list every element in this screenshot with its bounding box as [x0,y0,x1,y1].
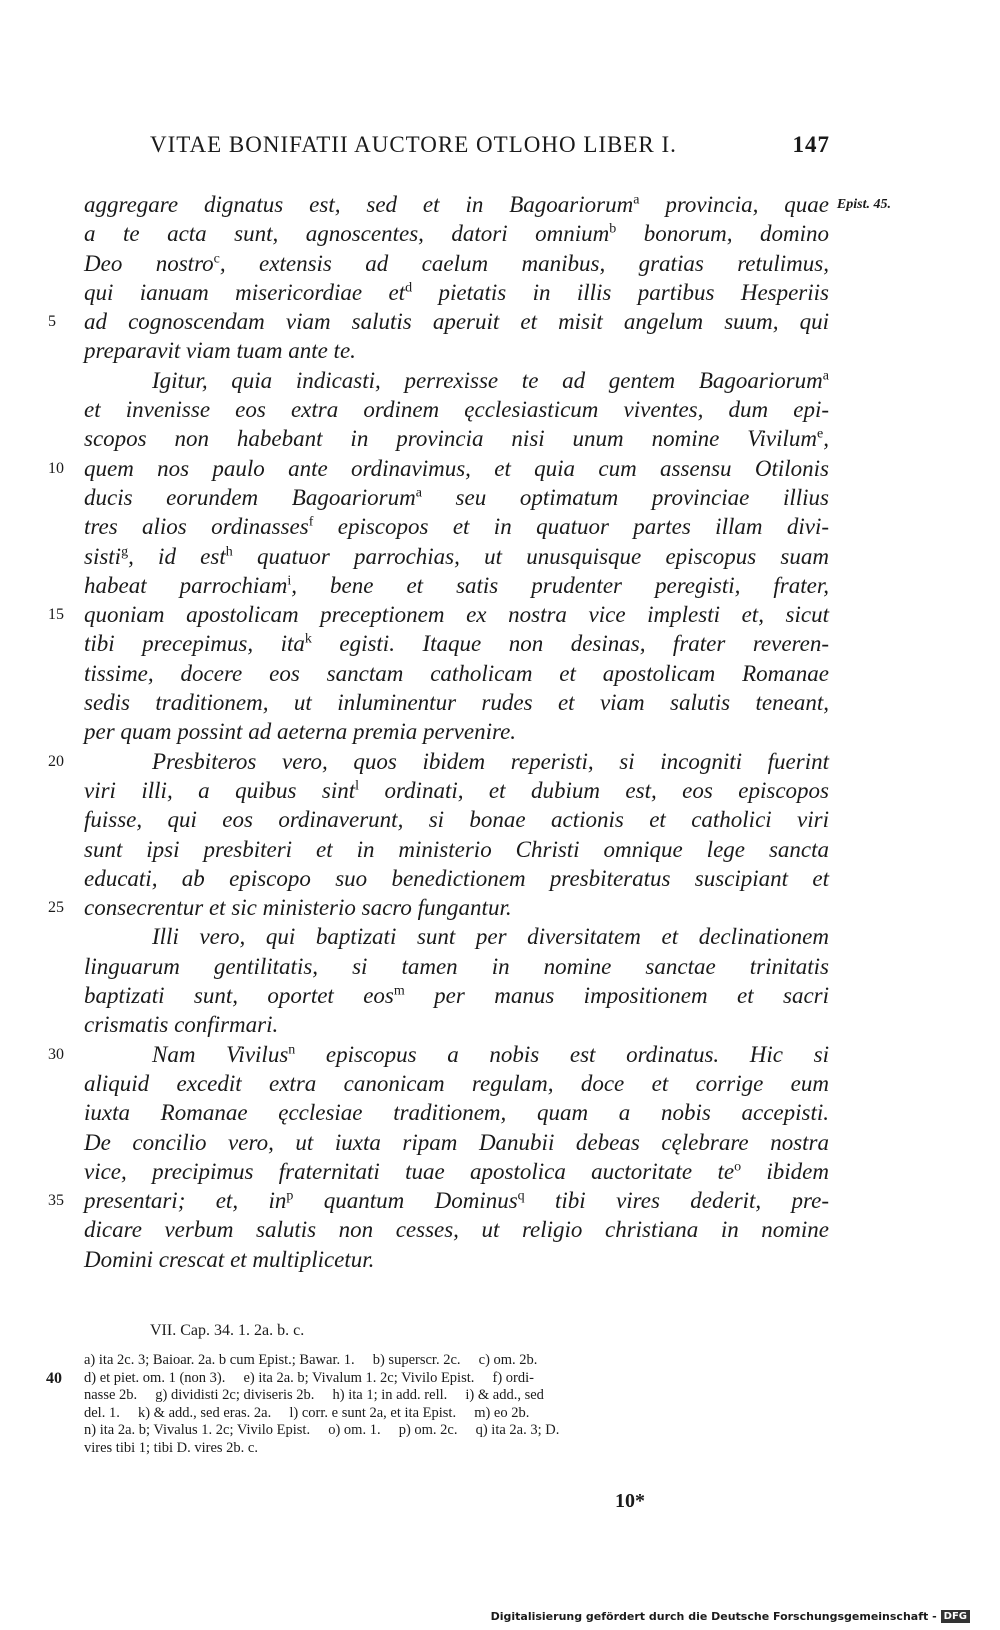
line-text: seu optimatum provinciae illius [421,484,829,510]
line-text: et invenisse eos extra ordinem ęcclesiasticum viventes, dum epi- [84,397,829,423]
footnote-marker: q [517,1188,525,1204]
line-text: tissime, docere eos sanctam catholicam et apostolicam Romanae [84,660,829,686]
dfg-logo: DFG [941,1610,970,1623]
footnote-marker: d [405,280,413,296]
line-text: qui ianuam misericordiae et [84,279,406,305]
text-line [84,542,829,571]
text-line [84,366,829,395]
text-line [48,307,829,336]
line-text: fuisse, qui eos ordinaverunt, si bonae actionis et catholici viri [84,807,829,833]
text-line [84,805,829,834]
line-text: Deo nostro [84,250,214,276]
line-text: linguarum gentilitatis, si tamen in nomine sanctae trinitatis [84,953,829,979]
text-line [84,424,829,453]
text-line [84,278,829,307]
line-text: iuxta Romanae ęcclesiae traditionem, quam a nobis accepisti. [84,1100,829,1126]
text-line [84,1098,829,1127]
footnote-line [46,1369,829,1388]
line-text: sisti [84,543,122,569]
line-text: aggregare dignatus est, sed et in Bagoariorum [84,192,634,217]
footnote-text: nasse 2b. g) dividisti 2c; diviseris 2b. h) ita 1; in add. rell. i) & add., sed [84,1387,544,1404]
line-text: tibi precepimus, ita [84,631,305,657]
line-text: per quam possint ad aeterna premia pervenire. [84,719,517,745]
line-text: viri illi, a quibus sint [84,777,356,803]
line-text: Nam Vivilus [152,1041,289,1067]
text-line [84,981,829,1010]
footnote-line [84,1387,829,1405]
footnote-text: vires tibi 1; tibi D. vires 2b. c. [84,1439,258,1456]
footnote-marker: i [287,573,292,589]
footnote-marker: o [734,1159,742,1175]
line-number: 40 [46,1369,62,1387]
footnote-text: d) et piet. om. 1 (non 3). e) ita 2a. b; Vivalum 1. 2c; Vivilo Epist. f) ordi- [84,1369,534,1386]
footnote-text: n) ita 2a. b; Vivalus 1. 2c; Vivilo Epist. o) om. 1. p) om. 2c. q) ita 2a. 3; D. [84,1422,560,1439]
text-line [84,835,829,864]
line-text: preparavit viam tuam ante te. [84,338,356,364]
footnote-line [84,1440,829,1458]
line-text: dicare verbum salutis non cesses, ut religio christiana in nomine [84,1217,829,1243]
text-line [84,571,829,600]
line-number: 5 [48,313,56,331]
text-line [84,659,829,688]
margin-note: Epist. 45. [836,197,891,212]
line-text: vice, precipimus fraternitati tuae apostolica auctoritate te [84,1158,735,1184]
footnote-line [84,1352,829,1370]
line-text: crismatis confirmari. [84,1012,279,1038]
line-text: bonorum, domino [616,221,830,247]
line-text: pietatis in illis partibus Hesperiis [412,279,829,305]
text-line [84,952,829,981]
footnote-marker: l [355,778,360,794]
line-text: provincia, quae [639,192,829,217]
line-text: sedis traditionem, ut inluminentur rudes et viam salutis teneant, [84,690,829,716]
footnote-text: del. 1. k) & add., sed eras. 2a. l) corr. e sunt 2a, et ita Epist. m) eo 2b. [84,1404,530,1421]
text-line [84,1069,829,1098]
line-text: per manus impositionem et sacri [404,983,830,1009]
text-line [84,395,829,424]
running-title: VITAE BONIFATII AUCTORE OTLOHO LIBER I. [150,132,677,157]
text-line [84,1245,829,1274]
line-text: presentari; et, in [84,1188,287,1214]
text-line [84,249,829,278]
text-line [48,747,829,776]
footnote-marker: a [822,368,829,384]
text-line [84,864,829,893]
text-line [48,893,829,922]
main-text [48,190,891,1274]
footnote-marker: n [288,1041,296,1057]
line-text: ordinati, et dubium est, eos episcopos [359,777,829,803]
line-text: tres alios ordinasses [84,514,309,540]
text-line [84,717,829,746]
digitization-note: Digitalisierung gefördert durch die Deutsche Forschungsgemeinschaft - [490,1610,937,1623]
line-text: De concilio vero, ut iuxta ripam Danubii debeas cęlebrare nostra [84,1129,829,1155]
line-text: egisti. Itaque non desinas, frater reveren- [311,631,830,657]
line-number: 15 [48,606,64,624]
line-text: quantum Dominus [293,1188,518,1214]
line-text: aliquid excedit extra canonicam regulam, doce et corrige eum [84,1070,829,1096]
text-line [84,629,829,658]
text-line [48,600,829,629]
page-number: 147 [792,132,830,157]
text-line [84,1010,829,1039]
footnote-marker: b [609,221,617,237]
line-text: quatuor parrochias, ut unusquisque episcopus suam [232,543,829,569]
signature-mark: 10* [615,1490,645,1512]
text-line [84,219,829,248]
line-text: ad cognoscendam viam salutis aperuit et misit angelum suum, qui [84,309,829,335]
text-line [84,336,829,365]
footnote-marker: e [817,426,824,442]
line-text: , [823,426,829,452]
line-text: episcopus a nobis est ordinatus. Hic si [295,1041,829,1067]
line-text: ibidem [741,1158,829,1184]
line-text: quem nos paulo ante ordinavimus, et quia cum assensu Otilonis [84,455,829,481]
footnote-marker: a [633,192,640,208]
source-references: VII. Cap. 34. 1. 2a. b. c. [150,1322,305,1339]
footnote-marker: k [304,631,312,647]
digitization-credit [491,1610,970,1623]
line-number: 30 [48,1045,64,1063]
line-text: , id est [128,543,226,569]
text-line [84,922,829,951]
text-line [84,688,829,717]
line-text: a te acta sunt, agnoscentes, datori omnium [84,221,610,247]
line-text: episcopos et in quatuor partes illam divi- [313,514,829,540]
footnote-marker: p [286,1188,294,1204]
text-line [84,512,829,541]
line-text: Presbiteros vero, quos ibidem reperisti, si incogniti fuerint [152,748,829,774]
text-line [48,454,829,483]
footnote-text: a) ita 2c. 3; Baioar. 2a. b cum Epist.; Bawar. 1. b) superscr. 2c. c) om. 2b. [84,1352,538,1368]
text-line [84,1128,829,1157]
line-text: baptizati sunt, oportet eos [84,983,394,1009]
footnote-marker: f [308,514,314,530]
line-text: Domini crescat et multiplicetur. [84,1246,375,1272]
footnote-line [84,1422,829,1440]
line-text: scopos non habebant in provincia nisi unum nomine Vivilum [84,426,818,452]
line-text: Igitur, quia indicasti, perrexisse te ad gentem Bagoariorum [152,367,823,393]
line-text: , bene et satis prudenter peregisti, frater, [291,572,829,598]
line-number: 35 [48,1192,64,1210]
line-text: habeat parrochiam [84,572,288,598]
text-line [84,1215,829,1244]
text-line [48,1186,830,1215]
text-line [48,1040,829,1069]
footnote-line [84,1405,829,1423]
line-text: quoniam apostolicam preceptionem ex nostra vice implesti et, sicut [84,602,829,628]
footnote-marker: m [393,983,405,999]
text-line [84,1157,829,1186]
footnote-marker: g [121,543,129,559]
line-text: Illi vero, qui baptizati sunt per diversitatem et declinationem [152,924,829,950]
line-number: 10 [48,459,64,477]
text-line [84,190,891,219]
line-text: tibi vires dederit, pre- [524,1188,830,1214]
line-text: , extensis ad caelum manibus, gratias retulimus, [219,250,829,276]
text-line [84,776,829,805]
line-text: consecrentur et sic ministerio sacro fungantur. [84,895,512,921]
line-number: 25 [48,899,64,917]
text-line [84,483,829,512]
line-text: sunt ipsi presbiteri et in ministerio Christi omnique lege sancta [84,836,829,862]
footnotes [46,1352,829,1458]
footnote-marker: h [225,543,233,559]
line-text: ducis eorundem Bagoariorum [84,484,416,510]
footnote-marker: c [213,250,220,266]
line-number: 20 [48,752,64,770]
footnote-marker: a [415,485,422,501]
line-text: educati, ab episcopo suo benedictionem presbiteratus suscipiant et [84,865,829,891]
